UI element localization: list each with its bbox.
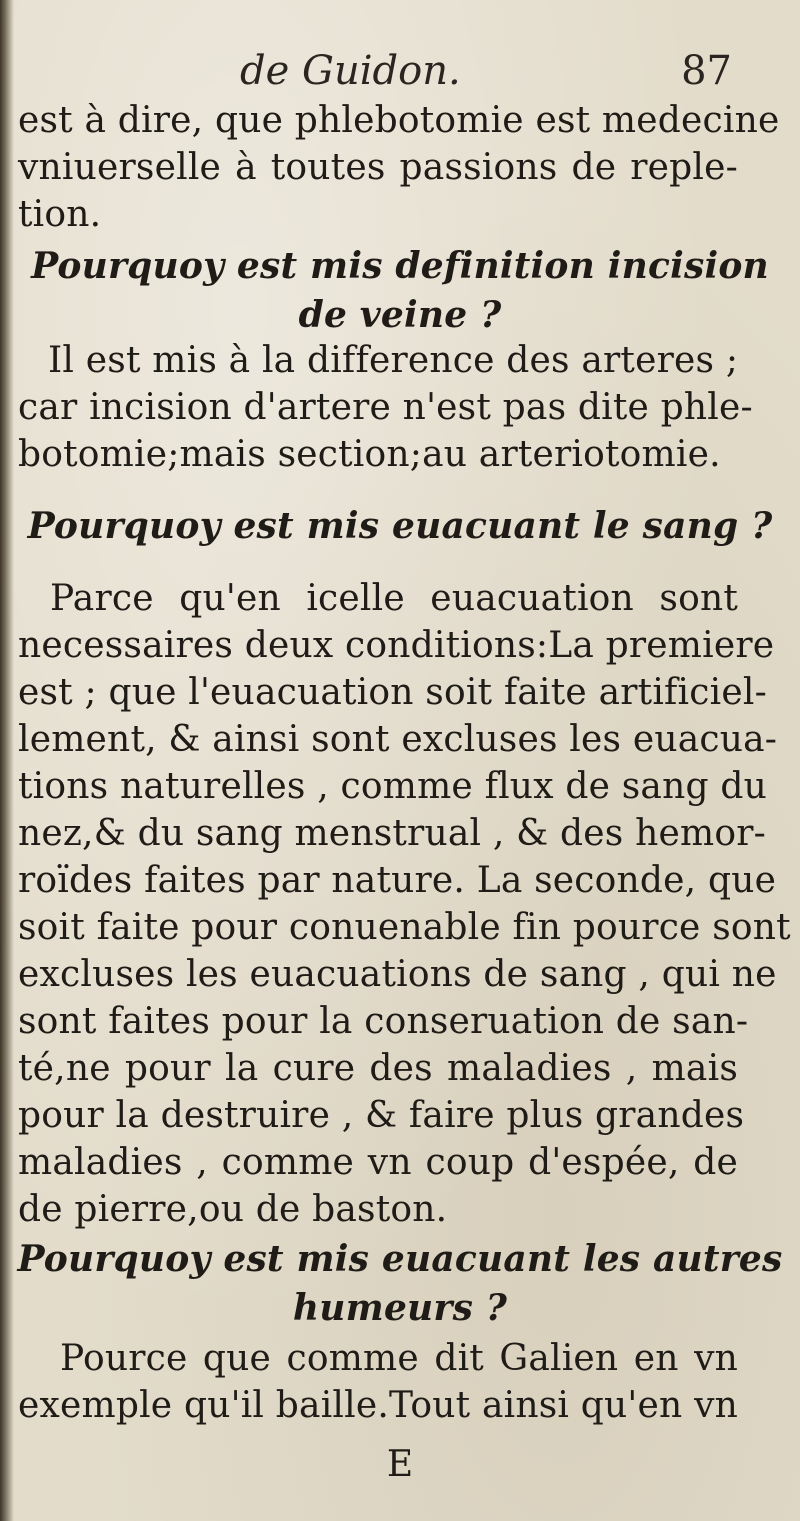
- section-heading: Pourquoy est mis euacuant le sang ?: [27, 505, 773, 547]
- text-line: tion.: [18, 194, 102, 235]
- section-heading: de veine ?: [298, 294, 502, 336]
- text-line: car incision d'artere n'est pas dite phle-: [18, 387, 753, 428]
- section-heading: humeurs ?: [292, 1287, 508, 1329]
- text-line: Parce qu'en icelle euacuation sont: [50, 578, 738, 619]
- signature-mark: E: [386, 1444, 414, 1485]
- text-line: botomie;mais section;au arteriotomie.: [18, 434, 721, 475]
- section-heading: Pourquoy est mis euacuant les autres: [17, 1238, 783, 1280]
- text-line: est ; que l'euacuation soit faite artificiel-: [18, 672, 767, 713]
- running-head: de Guidon.: [240, 48, 461, 94]
- page-header: [0, 48, 800, 108]
- text-line: té,ne pour la cure des maladies , mais: [18, 1048, 738, 1089]
- text-line: est à dire, que phlebotomie est medecine: [18, 100, 780, 141]
- text-line: Pource que comme dit Galien en vn: [60, 1338, 738, 1379]
- text-line: vniuerselle à toutes passions de reple-: [18, 147, 738, 188]
- text-line: sont faites pour la conseruation de san-: [18, 1001, 749, 1042]
- text-line: lement, & ainsi sont excluses les euacua-: [18, 719, 778, 760]
- text-line: necessaires deux conditions:La premiere: [18, 625, 775, 666]
- text-line: excluses les euacuations de sang , qui ne: [18, 954, 777, 995]
- text-line: de pierre,ou de baston.: [18, 1189, 448, 1230]
- section-heading: Pourquoy est mis definition incision: [31, 245, 769, 287]
- text-line: tions naturelles , comme flux de sang du: [18, 766, 767, 807]
- text-line: exemple qu'il baille.Tout ainsi qu'en vn: [18, 1385, 738, 1426]
- text-line: maladies , comme vn coup d'espée, de: [18, 1142, 738, 1183]
- text-line: roïdes faites par nature. La seconde, que: [18, 860, 777, 901]
- text-line: Il est mis à la difference des arteres ;: [48, 340, 739, 381]
- text-line: nez,& du sang menstrual , & des hemor-: [18, 813, 766, 854]
- page-number: 87: [681, 48, 732, 94]
- text-line: pour la destruire , & faire plus grandes: [18, 1095, 745, 1136]
- text-line: soit faite pour conuenable fin pource sont: [18, 907, 791, 948]
